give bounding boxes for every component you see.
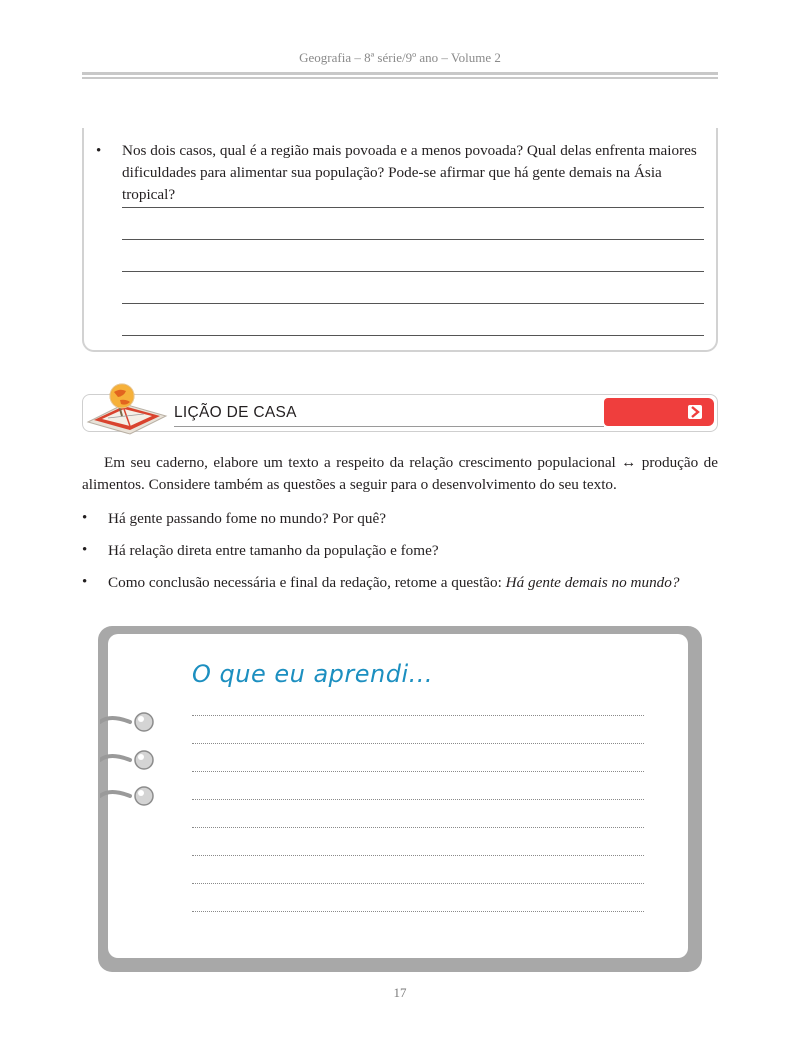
- header-rule-top: [82, 72, 718, 75]
- binder-ring-icon: [100, 784, 160, 808]
- question-line-1: Nos dois casos, qual é a região mais povoada e a menos povoada? Qual delas enfrenta maiores: [122, 142, 697, 159]
- writing-line[interactable]: [192, 827, 644, 828]
- page-number: 17: [393, 985, 407, 1000]
- writing-line[interactable]: [192, 715, 644, 716]
- writing-line[interactable]: [192, 771, 644, 772]
- homework-bullet-2: Há relação direta entre tamanho da população e fome?: [108, 542, 439, 559]
- question-text: [122, 140, 712, 206]
- learned-title: O que eu aprendi...: [192, 660, 434, 688]
- writing-line[interactable]: [192, 855, 644, 856]
- answer-line[interactable]: [122, 303, 704, 304]
- answer-line[interactable]: [122, 335, 704, 336]
- globe-book-icon: [84, 382, 168, 436]
- header-title: Geografia – 8ª série/9º ano – Volume 2: [299, 50, 501, 65]
- bullet-dot: •: [82, 542, 88, 558]
- binder-ring-icon: [100, 748, 160, 772]
- writing-line[interactable]: [192, 743, 644, 744]
- bullet-dot: •: [82, 510, 88, 526]
- writing-line[interactable]: [192, 911, 644, 912]
- homework-paragraph: Em seu caderno, elabore um texto a respeito da relação crescimento populacional ↔ produção de alimentos. Considere também as questões a seguir para o desenvolvimento do seu texto.: [82, 454, 718, 493]
- question-line-2: dificuldades para alimentar sua população? Pode-se afirmar que há gente demais na Ásia tropical?: [122, 164, 662, 203]
- writing-line[interactable]: [192, 883, 644, 884]
- bullet-dot: •: [82, 574, 88, 590]
- question-bullet: •: [96, 143, 102, 159]
- answer-line[interactable]: [122, 239, 704, 240]
- binder-ring-icon: [100, 710, 160, 734]
- homework-banner-underline: [174, 426, 604, 427]
- homework-label: LIÇÃO DE CASA: [174, 404, 297, 421]
- header-rule-bottom: [82, 77, 718, 79]
- homework-bullet-1: Há gente passando fome no mundo? Por quê?: [108, 510, 386, 527]
- arrow-right-icon[interactable]: [688, 405, 702, 419]
- answer-line[interactable]: [122, 271, 704, 272]
- homework-bullet-3: [108, 574, 679, 592]
- homework-bullet-3-prefix: Como conclusão necessária e final da redação, retome a questão:: [108, 574, 506, 591]
- writing-line[interactable]: [192, 799, 644, 800]
- answer-line[interactable]: [122, 207, 704, 208]
- homework-bullet-3-question: Há gente demais no mundo?: [505, 574, 680, 591]
